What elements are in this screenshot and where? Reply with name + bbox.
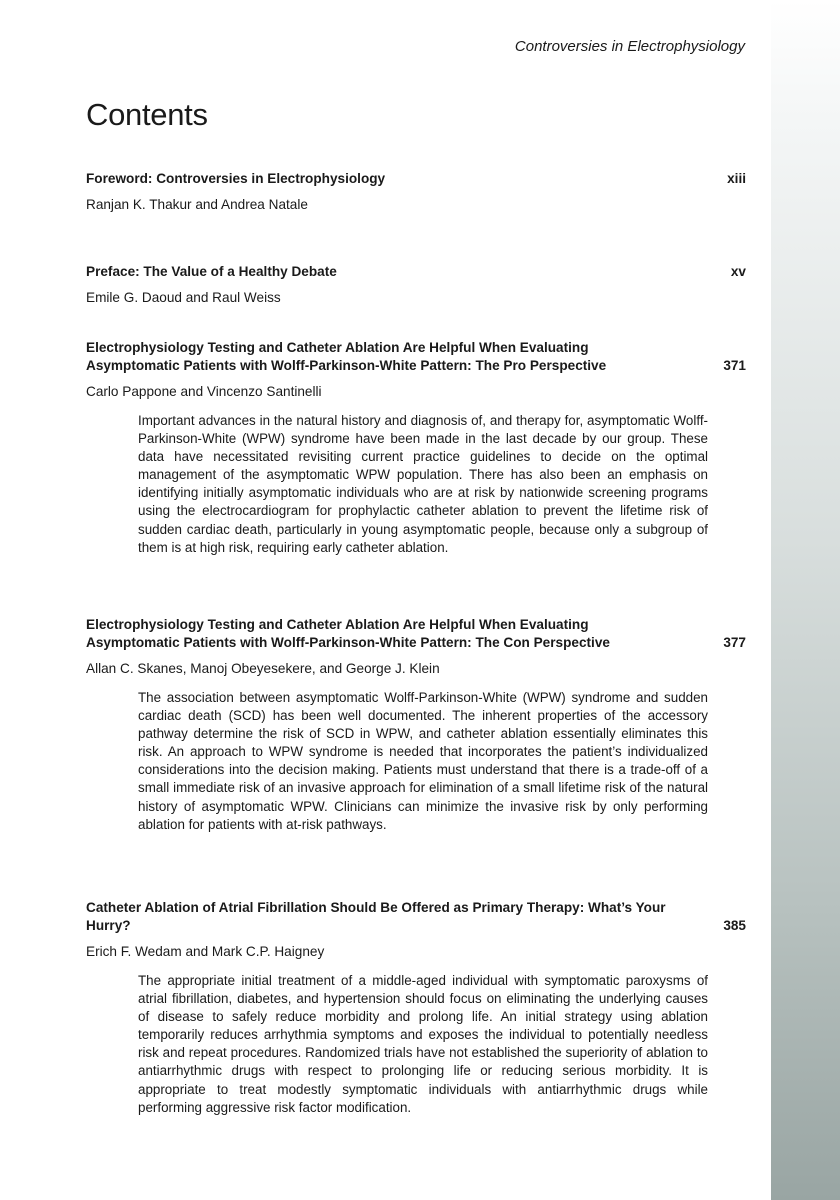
toc-entry-abstract: Important advances in the natural history and diagnosis of, and therapy for, asymptomatic Wolff-Parkinson-White (WPW) syndrome have been made in the last decade by our group. These data have necessitated revisiting current practice guidelines to decide on the optimal management of the asymptomatic WPW population. There has also been an emphasis on identifying initially asymptomatic individuals who are at risk by nationwide screening programs using the electrocardiogram for prophylactic catheter ablation to prevent the lifetime risk of sudden cardiac death, particularly in young asymptomatic people, because only a subgroup of them is at high risk, requiring early catheter ablation. xyxy=(138,413,708,555)
toc-entry-authors: Carlo Pappone and Vincenzo Santinelli xyxy=(86,384,322,399)
toc-entry-title[interactable]: Electrophysiology Testing and Catheter Ablation Are Helpful When Evaluating Asymptomatic Patients with Wolff-Parkinson-White Pattern: The Pro Perspective xyxy=(86,340,607,373)
toc-entry-title[interactable]: Foreword: Controversies in Electrophysiology xyxy=(86,171,386,186)
toc-entry-wpw-con[interactable] xyxy=(86,616,746,899)
toc-entry-title[interactable]: Preface: The Value of a Healthy Debate xyxy=(86,264,337,279)
toc-entry-wpw-pro[interactable] xyxy=(86,339,746,616)
page-title: Contents xyxy=(86,97,208,132)
toc-entry-title[interactable]: Electrophysiology Testing and Catheter Ablation Are Helpful When Evaluating Asymptomatic Patients with Wolff-Parkinson-White Pattern: The Con Perspective xyxy=(86,617,610,650)
toc-entry-head xyxy=(86,339,746,375)
toc-entry-abstract: The appropriate initial treatment of a middle-aged individual with symptomatic paroxysms of atrial fibrillation, diabetes, and hypertension should focus on eliminating the underlying causes of disease to safely reduce morbidity and prolong life. An initial strategy using ablation temporarily reduces arrhythmia symptoms and exposes the individual to potentially needless risk and repeat procedures. Randomized trials have not established the superiority of ablation to antiarrhythmic drugs with respect to prolonging life or reducing serious morbidity. It is appropriate to treat modestly symptomatic individuals with antiarrhythmic drugs while performing aggressive risk factor modification. xyxy=(138,973,708,1115)
toc-entry-page[interactable]: xiii xyxy=(727,171,746,186)
toc-entry-abstract: The association between asymptomatic Wolff-Parkinson-White (WPW) syndrome and sudden cardiac death (SCD) has been well documented. The inherent properties of the accessory pathway determine the risk of SCD in WPW, and catheter ablation essentially eliminates this risk. An approach to WPW syndrome is needed that incorporates the patient’s individualized considerations into the decision making. Patients must understand that there is a trade-off of a small immediate risk of an invasive approach for elimination of a small lifetime risk of the natural history of asymptomatic WPW. Clinicians can minimize the invasive risk by only performing ablation for patients with at-risk pathways. xyxy=(138,690,708,832)
toc-entry-head xyxy=(86,170,746,188)
running-head: Controversies in Electrophysiology xyxy=(514,38,745,55)
toc-entry-authors: Erich F. Wedam and Mark C.P. Haigney xyxy=(86,944,325,959)
toc-entry-authors: Ranjan K. Thakur and Andrea Natale xyxy=(86,197,308,212)
toc-entry-title[interactable]: Catheter Ablation of Atrial Fibrillation Should Be Offered as Primary Therapy: What’s Your Hurry? xyxy=(86,900,666,933)
decorative-side-band xyxy=(771,0,840,1200)
toc-entry-page[interactable]: 377 xyxy=(723,635,746,650)
toc-entry-page[interactable]: xv xyxy=(730,264,746,279)
toc-entry-preface[interactable] xyxy=(86,263,746,339)
toc-entry-authors: Emile G. Daoud and Raul Weiss xyxy=(86,290,281,305)
toc-entry-page[interactable]: 385 xyxy=(723,918,746,933)
toc-entry-head xyxy=(86,263,746,281)
toc-entry-page[interactable]: 371 xyxy=(723,358,746,373)
toc-entry-foreword[interactable] xyxy=(86,170,746,263)
toc-entry-atrial-fibrillation[interactable] xyxy=(86,899,746,1117)
toc-entry-authors: Allan C. Skanes, Manoj Obeyesekere, and George J. Klein xyxy=(86,661,440,676)
table-of-contents xyxy=(86,170,746,1117)
toc-entry-head xyxy=(86,899,746,935)
toc-entry-head xyxy=(86,616,746,652)
